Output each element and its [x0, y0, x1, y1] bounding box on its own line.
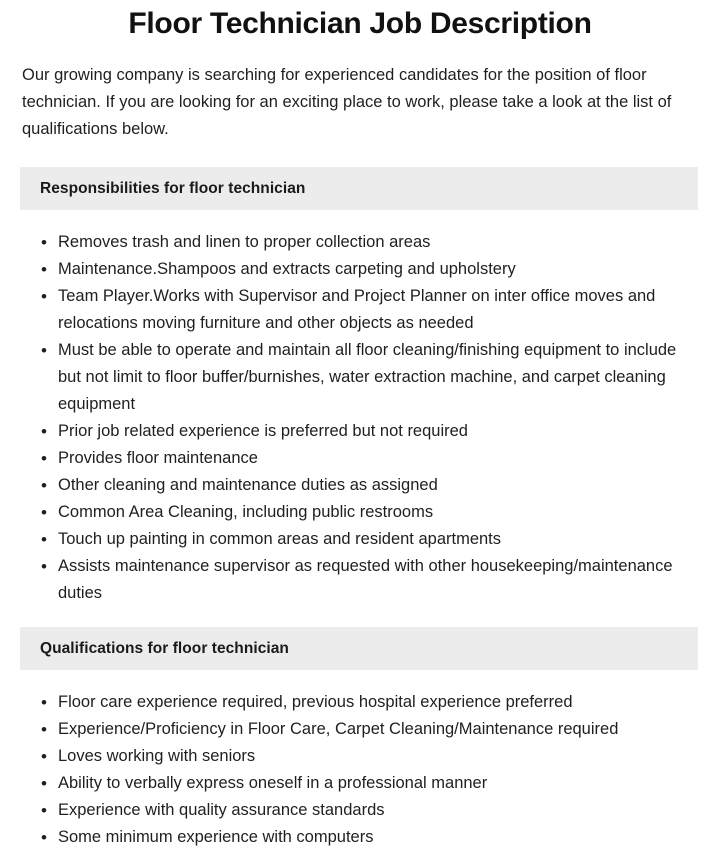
list-item	[0, 743, 698, 770]
list-item-text: Removes trash and linen to proper collection areas	[58, 233, 431, 251]
list-item-text: Assists maintenance supervisor as requested with other housekeeping/maintenance duties	[58, 557, 673, 602]
list-item	[0, 499, 698, 526]
intro-paragraph: Our growing company is searching for experienced candidates for the position of floor technician. If you are looking for an exciting place to work, please take a look at the list of qualifications below.	[22, 66, 672, 138]
list-item	[0, 418, 698, 445]
section-responsibilities	[0, 167, 720, 607]
list-item-text: Maintenance.Shampoos and extracts carpeting and upholstery	[58, 260, 516, 278]
list-item-text: Touch up painting in common areas and resident apartments	[58, 530, 502, 548]
list-item	[0, 526, 698, 553]
list-item	[0, 283, 698, 337]
list-item	[0, 824, 698, 851]
bullet-icon: •	[41, 693, 47, 712]
bullet-icon: •	[41, 747, 47, 766]
responsibilities-list	[0, 210, 720, 607]
list-item-text: Common Area Cleaning, including public restrooms	[58, 503, 434, 521]
list-item-text: Floor care experience required, previous hospital experience preferred	[58, 693, 573, 711]
list-item-text: Must be able to operate and maintain all floor cleaning/finishing equipment to include but not limit to floor buffer/burnishes, water extraction machine, and carpet cleaning equipment	[58, 341, 677, 413]
list-item-text: Other cleaning and maintenance duties as assigned	[58, 476, 438, 494]
bullet-icon: •	[41, 720, 47, 739]
section-header-label: Responsibilities for floor technician	[40, 179, 306, 197]
bullet-icon: •	[41, 260, 47, 279]
list-item	[0, 553, 698, 607]
list-item	[0, 797, 698, 824]
list-item-text: Experience/Proficiency in Floor Care, Carpet Cleaning/Maintenance required	[58, 720, 619, 738]
list-item-text: Team Player.Works with Supervisor and Project Planner on inter office moves and relocations moving furniture and other objects as needed	[58, 287, 656, 332]
bullet-icon: •	[41, 341, 47, 360]
bullet-icon: •	[41, 449, 47, 468]
bullet-icon: •	[41, 476, 47, 495]
list-item	[0, 229, 698, 256]
bullet-icon: •	[41, 503, 47, 522]
list-item	[0, 445, 698, 472]
list-item-text: Provides floor maintenance	[58, 449, 258, 467]
bullet-icon: •	[41, 530, 47, 549]
bullet-icon: •	[41, 287, 47, 306]
list-item	[0, 770, 698, 797]
list-item	[0, 256, 698, 283]
list-item-text: Ability to verbally express oneself in a professional manner	[58, 774, 488, 792]
section-header-responsibilities	[20, 167, 698, 210]
list-item-text: Prior job related experience is preferred but not required	[58, 422, 468, 440]
bullet-icon: •	[41, 233, 47, 252]
bullet-icon: •	[41, 828, 47, 847]
list-item	[0, 472, 698, 499]
bullet-icon: •	[41, 557, 47, 576]
bullet-icon: •	[41, 422, 47, 441]
bullet-icon: •	[41, 801, 47, 820]
list-item-text: Experience with quality assurance standards	[58, 801, 385, 819]
page-title: Floor Technician Job Description	[128, 7, 592, 40]
section-header-label: Qualifications for floor technician	[40, 639, 289, 657]
section-qualifications	[0, 627, 720, 851]
list-item-text: Loves working with seniors	[58, 747, 256, 765]
list-item	[0, 689, 698, 716]
qualifications-list	[0, 670, 720, 851]
list-item-text: Some minimum experience with computers	[58, 828, 374, 846]
list-item	[0, 716, 698, 743]
section-header-qualifications	[20, 627, 698, 670]
list-item	[0, 337, 698, 418]
bullet-icon: •	[41, 774, 47, 793]
